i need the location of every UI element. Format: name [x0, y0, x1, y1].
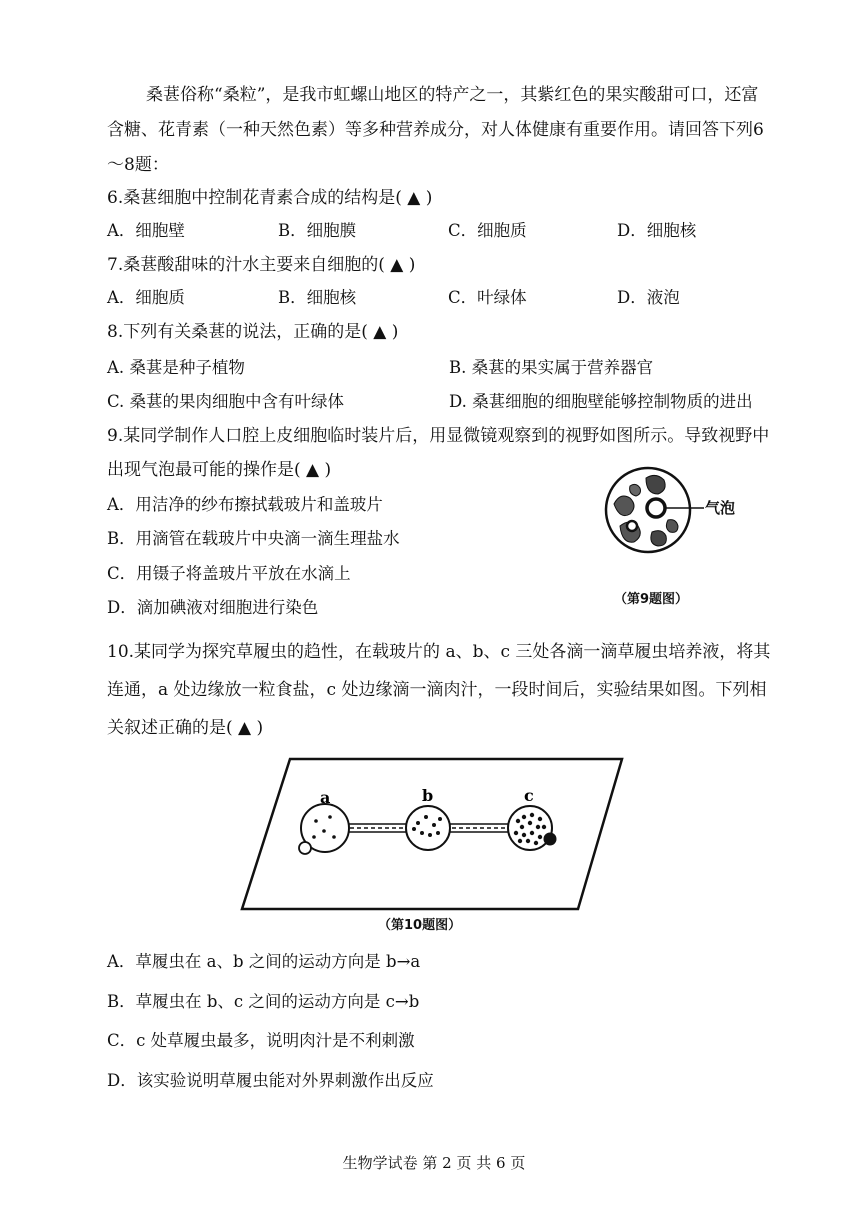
q10-stem-line-2: 连通，a 处边缘放一粒食盐，c 处边缘滴一滴肉汁，一段时间后，实验结果如图。下列相: [107, 680, 767, 700]
q7-stem: 7.桑葚酸甜味的汁水主要来自细胞的( ▲ ): [107, 255, 416, 275]
q10-figure-label-c: c: [524, 786, 534, 805]
q10-option-c: C．c 处草履虫最多，说明肉汁是不利刺激: [107, 1031, 415, 1050]
q10-option-b: B．草履虫在 b、c 之间的运动方向是 c→b: [107, 992, 420, 1011]
q9-stem-line-2: 出现气泡最可能的操作是( ▲ ): [107, 460, 332, 480]
q10-figure-caption: （第10题图）: [378, 918, 462, 933]
q9-figure-microscope-view: [596, 462, 776, 582]
q6-option-a: A．细胞壁: [107, 221, 185, 240]
q8-option-a: A. 桑葚是种子植物: [107, 358, 245, 377]
q10-figure-label-b: b: [422, 786, 434, 805]
q6-option-d: D．细胞核: [617, 221, 697, 240]
q9-figure-caption: （第9题图）: [614, 592, 689, 607]
q9-option-b: B．用滴管在载玻片中央滴一滴生理盐水: [107, 529, 400, 548]
q7-option-b: B．细胞核: [278, 288, 357, 307]
q7-option-d: D．液泡: [617, 288, 680, 307]
q6-stem: 6.桑葚细胞中控制花青素合成的结构是( ▲ ): [107, 188, 433, 208]
q10-option-a: A．草履虫在 a、b 之间的运动方向是 b→a: [107, 952, 421, 971]
q8-option-c: C. 桑葚的果肉细胞中含有叶绿体: [107, 392, 345, 411]
q8-option-d: D. 桑葚细胞的细胞壁能够控制物质的进出: [449, 392, 753, 411]
q7-option-c: C．叶绿体: [448, 288, 527, 307]
q8-stem: 8.下列有关桑葚的说法，正确的是( ▲ ): [107, 322, 399, 342]
q10-stem-line-1: 10.某同学为探究草履虫的趋性，在载玻片的 a、b、c 三处各滴一滴草履虫培养液，将其: [107, 642, 771, 662]
q10-figure-label-a: a: [320, 788, 331, 807]
q6-option-b: B．细胞膜: [278, 221, 357, 240]
q10-stem-line-3: 关叙述正确的是( ▲ ): [107, 718, 264, 738]
q9-stem-line-1: 9.某同学制作人口腔上皮细胞临时装片后，用显微镜观察到的视野如图所示。导致视野中: [107, 426, 770, 446]
q10-option-d: D．该实验说明草履虫能对外界刺激作出反应: [107, 1071, 434, 1090]
intro-line-3: ～8题：: [107, 155, 169, 175]
q10-figure-slide: [238, 755, 628, 915]
q9-option-a: A．用洁净的纱布擦拭载玻片和盖玻片: [107, 495, 383, 514]
q9-option-d: D．滴加碘液对细胞进行染色: [107, 598, 319, 617]
q6-option-c: C．细胞质: [448, 221, 527, 240]
intro-line-2: 含糖、花青素（一种天然色素）等多种营养成分，对人体健康有重要作用。请回答下列6: [107, 120, 764, 140]
page-footer: 生物学试卷 第 2 页 共 6 页: [342, 1154, 526, 1172]
q8-option-b: B. 桑葚的果实属于营养器官: [449, 358, 654, 377]
q9-option-c: C．用镊子将盖玻片平放在水滴上: [107, 564, 351, 583]
q7-option-a: A．细胞质: [107, 288, 185, 307]
q9-figure-label-bubble: 气泡: [705, 499, 736, 517]
intro-line-1: 桑葚俗称“桑粒”，是我市虹螺山地区的特产之一，其紫红色的果实酸甜可口，还富: [146, 85, 759, 105]
